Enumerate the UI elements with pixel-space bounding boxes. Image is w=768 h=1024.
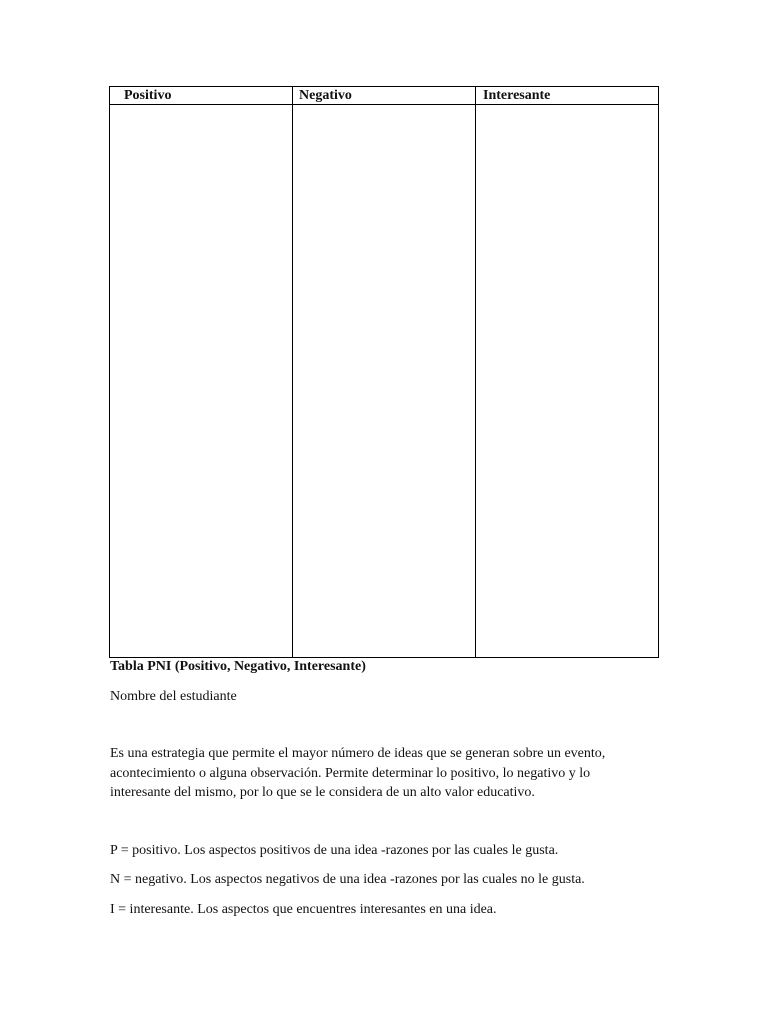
cell-positivo[interactable]	[110, 105, 293, 658]
description-line: Es una estrategia que permite el mayor número de ideas que se generan sobre un evento,	[110, 746, 606, 761]
description-line: acontecimiento o alguna observación. Permite determinar lo positivo, lo negativo y lo	[110, 765, 591, 781]
table-header-row	[110, 87, 659, 105]
table-row	[110, 105, 659, 658]
cell-negativo[interactable]	[293, 105, 476, 658]
header-negativo: Negativo	[293, 87, 476, 105]
table-caption: Tabla PNI (Positivo, Negativo, Interesante)	[110, 659, 366, 674]
student-name-label: Nombre del estudiante	[110, 689, 237, 704]
description-paragraph	[110, 744, 670, 803]
header-positivo: Positivo	[110, 87, 293, 105]
pni-table	[109, 86, 659, 658]
definition-positivo: P = positivo. Los aspectos positivos de una idea -razones por las cuales le gusta.	[110, 843, 559, 858]
header-interesante: Interesante	[476, 87, 659, 105]
description-line: interesante del mismo, por lo que se le considera de un alto valor educativo.	[110, 785, 535, 800]
cell-interesante[interactable]	[476, 105, 659, 658]
definition-interesante: I = interesante. Los aspectos que encuentres interesantes en una idea.	[110, 902, 497, 917]
definition-negativo: N = negativo. Los aspectos negativos de una idea -razones por las cuales no le gusta.	[110, 872, 585, 887]
